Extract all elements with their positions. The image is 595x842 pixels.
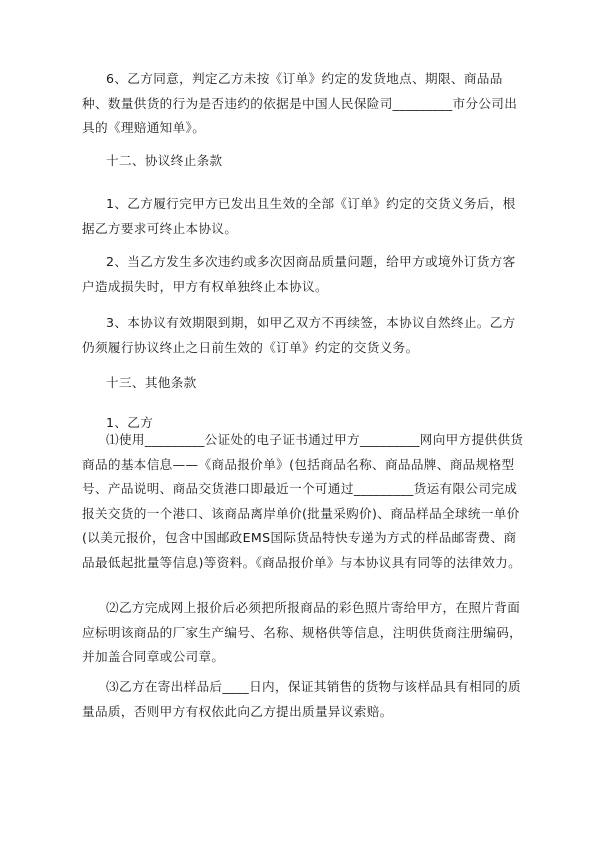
other-clause-1-item-2-paragraph: ⑵乙方完成网上报价后必须把所报商品的彩色照片寄给甲方，在照片背面应标明该商品的厂家生产编号、名称、规格供等信息，注明供货商注册编码，并加盖合同章或公司章。 xyxy=(82,600,523,664)
other-clause-1-item-1-paragraph: ⑴使用_________公证处的电子证书通过甲方_________网向甲方提供供货商品的基本信息——《商品报价单》(包括商品名称、商品品牌、商品规格型号、产品说明、商品交货港口即最近一个可通过_________货运有限公司完成报关交货的一个港口、该商品离岸单价(批量采购价)、商品样品全球统一单价(以美元报价，包含中国邮政EMS国际货品特快专递为方式的样品邮寄费、商品最低起批量等信息)等资料。《商品报价单》与本协议具有同等的法律效力。 xyxy=(82,432,524,570)
clause-12-6-paragraph: 6、乙方同意，判定乙方未按《订单》约定的发货地点、期限、商品品种、数量供货的行为是否违约的依据是中国人民保险司_________市分公司出具的《理赔通知单》。 xyxy=(82,71,518,135)
termination-clause-2-paragraph: 2、当乙方发生多次违约或多次因商品质量问题，给甲方或境外订货方客户造成损失时，甲方有权单独终止本协议。 xyxy=(82,254,516,294)
section-12-heading: 十二、协议终止条款 xyxy=(106,153,223,168)
termination-clause-1-paragraph: 1、乙方履行完甲方已发出且生效的全部《订单》约定的交货义务后，根据乙方要求可终止本协议。 xyxy=(82,196,516,236)
termination-clause-3-paragraph: 3、本协议有效期限到期，如甲乙双方不再续签，本协议自然终止。乙方仍须履行协议终止之日前生效的《订单》约定的交货义务。 xyxy=(82,315,516,355)
section-13-heading: 十三、其他条款 xyxy=(106,375,197,390)
other-clause-1-heading: 1、乙方 xyxy=(106,415,154,430)
other-clause-1-item-3-paragraph: ⑶乙方在寄出样品后____日内，保证其销售的货物与该样品具有相同的质量品质，否则甲方有权依此向乙方提出质量异议索赔。 xyxy=(82,679,521,719)
